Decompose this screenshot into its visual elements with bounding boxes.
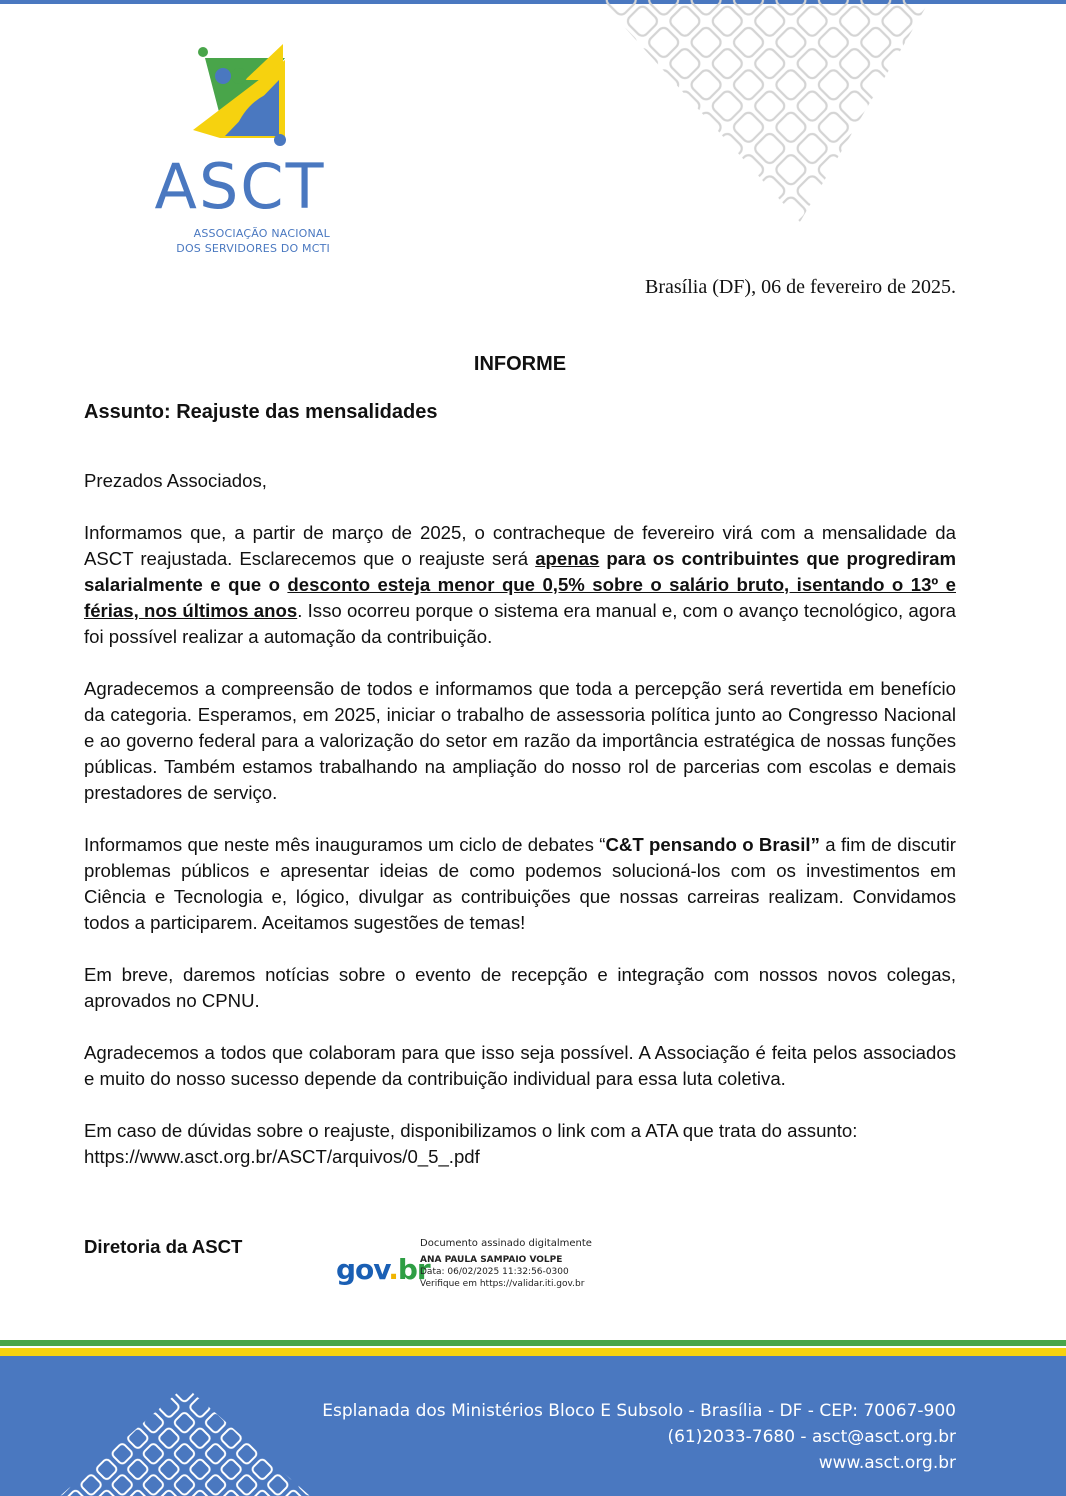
footer-website: www.asct.org.br: [818, 1453, 956, 1473]
ata-link[interactable]: https://www.asct.org.br/ASCT/arquivos/0_5_.pdf: [84, 1146, 480, 1167]
p1-text-a: Informamos que, a partir de março de 2025, o contracheque de fevereiro virá com a mensalidade da ASCT reajustada. Esclarecemos que o reajuste será: [84, 522, 956, 569]
signature-details: [420, 1238, 592, 1290]
footer: [0, 1356, 1066, 1496]
letter-body: [84, 468, 956, 1196]
paragraph-4: Em breve, daremos notícias sobre o evento de recepção e integração com nossos novos colegas, aprovados no CPNU.: [84, 964, 956, 1011]
footer-phone-email: (61)2033-7680 - asct@asct.org.br: [667, 1427, 956, 1447]
paragraph-3: [84, 832, 956, 936]
govbr-logo-br: br: [397, 1253, 430, 1286]
p1-bold-contributors: para os contribuintes que progrediram salarialmente e que o: [84, 548, 956, 595]
signature-verify: Verifique em https://validar.iti.gov.br: [420, 1279, 585, 1289]
paragraph-1: [84, 520, 956, 650]
p3-event-name: C&T pensando o Brasil”: [605, 834, 820, 855]
p1-text-e: . Isso ocorreu porque o sistema era manual e, com o avanço tecnológico, agora foi possível realizar a automação da contribuição.: [84, 600, 956, 647]
asct-emblem-icon: [185, 40, 295, 150]
greeting: Prezados Associados,: [84, 470, 267, 491]
document-subject: Assunto: Reajuste das mensalidades: [84, 401, 438, 423]
p6-text: Em caso de dúvidas sobre o reajuste, disponibilizamos o link com a ATA que trata do assunto:: [84, 1120, 858, 1141]
p1-emphasis-apenas: apenas: [535, 548, 600, 569]
paragraph-2: Agradecemos a compreensão de todos e informamos que toda a percepção será revertida em benefício da categoria. Esperamos, em 2025, iniciar o trabalho de assessoria política junto ao Congresso Nacional e ao governo federal para a valorização do setor em razão da importância estratégica de nossas funções públicas. Também estamos trabalhando na ampliação do nosso rol de parcerias com escolas e demais prestadores de serviço.: [84, 678, 956, 803]
asct-logo: [140, 40, 340, 265]
footer-yellow-stripe: [0, 1348, 1066, 1356]
govbr-logo-gov: gov: [336, 1253, 389, 1286]
decorative-lattice-pattern: [600, 0, 930, 230]
signer-name: ANA PAULA SAMPAIO VOLPE: [420, 1255, 563, 1265]
signature-label: Diretoria da ASCT: [84, 1236, 243, 1257]
logo-subtitle: [140, 226, 330, 256]
footer-lattice-pattern: [60, 1376, 310, 1496]
document-title: INFORME: [473, 353, 567, 375]
dateline: Brasília (DF), 06 de fevereiro de 2025.: [644, 276, 956, 298]
logo-wordmark: ASCT: [154, 150, 326, 223]
p3-text-a: Informamos que neste mês inauguramos um ciclo de debates “: [84, 834, 606, 855]
logo-subtitle-line2: DOS SERVIDORES DO MCTI: [176, 242, 330, 255]
footer-contact: [322, 1398, 956, 1476]
govbr-logo: [336, 1252, 430, 1288]
govbr-logo-dot: .: [388, 1253, 398, 1286]
signature-line1: Documento assinado digitalmente: [420, 1238, 592, 1249]
footer-address: Esplanada dos Ministérios Bloco E Subsolo - Brasília - DF - CEP: 70067-900: [322, 1401, 956, 1421]
p3-text-c: a fim de discutir problemas públicos e apresentar ideias de como podemos solucioná-los com os investimentos em Ciência e Tecnologia e, lógico, divulgar as contribuições que nossas carreiras realizam. Convidamos todos a participarem. Aceitamos sugestões de temas!: [84, 834, 957, 933]
signature-date: Data: 06/02/2025 11:32:56-0300: [420, 1267, 569, 1277]
logo-subtitle-line1: ASSOCIAÇÃO NACIONAL: [193, 227, 330, 240]
digital-signature-stamp: [336, 1238, 606, 1300]
paragraph-5: Agradecemos a todos que colaboram para que isso seja possível. A Associação é feita pelos associados e muito do nosso sucesso depende da contribuição individual para essa luta coletiva.: [84, 1042, 956, 1089]
p1-emphasis-discount: desconto esteja menor que 0,5% sobre o salário bruto, isentando o 13º e férias, nos últimos anos: [84, 574, 956, 621]
paragraph-6: [84, 1118, 956, 1170]
